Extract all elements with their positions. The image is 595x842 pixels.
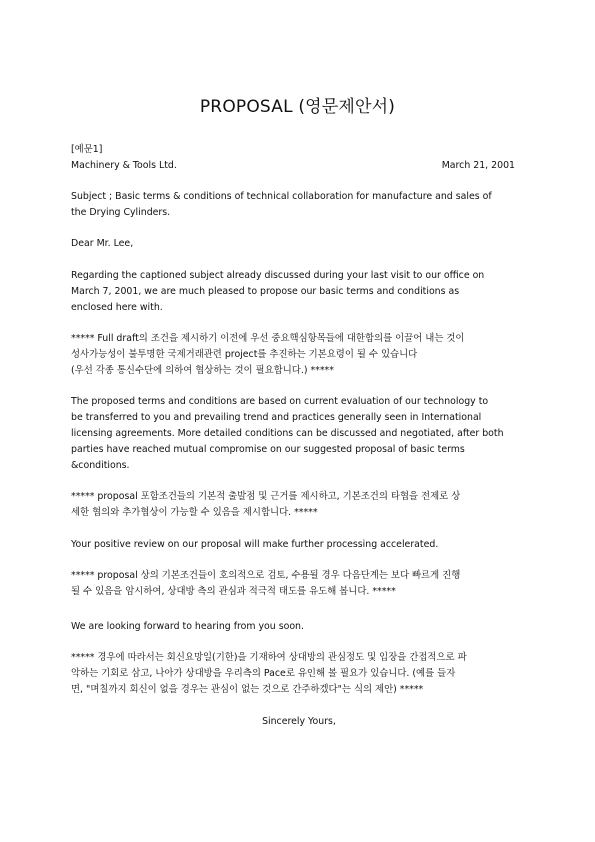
paragraph-line: enclosed here with.: [71, 302, 163, 313]
paragraph-line: March 7, 2001, we are much pleased to propose our basic terms and conditions as: [71, 286, 460, 297]
note-line: 성사가능성이 불투명한 국제거래관련 project를 추진하는 기본요령이 될 수 있습니다: [71, 349, 418, 360]
paragraph-line: parties have reached mutual compromise on our suggested proposal of basic terms: [71, 444, 465, 455]
salutation: Dear Mr. Lee,: [71, 238, 134, 249]
paragraph-line: be transferred to you and prevailing trend and practices generally seen in International: [71, 412, 482, 423]
note-line: ***** 경우에 따라서는 회신요망일(기한)을 기재하여 상대방의 관심정도 및 입장을 간접적으로 파: [71, 652, 467, 663]
note-line: 될 수 있음을 암시하여, 상대방 측의 관심과 적극적 태도를 유도해 봅니다. *****: [71, 586, 396, 597]
note-line: ***** Full draft의 조건을 제시하기 이전에 우선 중요핵심항목들에 대한합의를 이끌어 내는 것이: [71, 333, 465, 344]
document-title: PROPOSAL (영문제안서): [199, 97, 396, 117]
note-line: (우선 각종 통신수단에 의하여 협상하는 것이 필요합니다.) *****: [71, 365, 334, 376]
subject-line: the Drying Cylinders.: [71, 207, 171, 218]
paragraph-line: &conditions.: [71, 460, 130, 471]
note-line: ***** proposal 상의 기본조건들이 호의적으로 검토, 수용될 경우 다음단계는 보다 빠르게 진행: [71, 570, 461, 581]
korean-note-1: [71, 331, 527, 379]
note-line: ***** proposal 포함조건들의 기본적 출발점 및 근거를 제시하고, 기본조건의 타협을 전제로 상: [71, 491, 461, 502]
sign-off: Sincerely Yours,: [262, 716, 336, 727]
note-line: 세한 협의와 추가협상이 가능할 수 있음을 제시합니다. *****: [71, 507, 318, 518]
paragraph-review: Your positive review on our proposal will make further processing accelerated.: [71, 539, 439, 550]
subject-line: Subject ; Basic terms & conditions of technical collaboration for manufacture and sales of: [71, 191, 492, 202]
korean-note-3: [71, 568, 527, 600]
korean-note-4: [71, 650, 527, 698]
subject-paragraph: [71, 189, 527, 221]
paragraph-intro: [71, 268, 527, 316]
letter-date: March 21, 2001: [441, 160, 515, 171]
example-tag: [예문1]: [71, 144, 103, 155]
address-line: [71, 158, 527, 174]
paragraph-line: licensing agreements. More detailed conditions can be discussed and negotiated, after both: [71, 428, 504, 439]
paragraph-line: The proposed terms and conditions are based on current evaluation of our technology to: [71, 396, 489, 407]
recipient-name: Machinery & Tools Ltd.: [71, 160, 177, 171]
note-line: 악하는 기회로 삼고, 나아가 상대방을 우리측의 Pace로 유인해 볼 필요가 있습니다. (예를 들자: [71, 668, 456, 679]
paragraph-line: Regarding the captioned subject already discussed during your last visit to our office on: [71, 270, 485, 281]
paragraph-terms: [71, 394, 527, 474]
korean-note-2: [71, 489, 527, 521]
note-line: 면, "며칠까지 회신이 없을 경우는 관심이 없는 것으로 간주하겠다"는 식의 제안) *****: [71, 684, 424, 695]
paragraph-closing: We are looking forward to hearing from you soon.: [71, 621, 304, 632]
